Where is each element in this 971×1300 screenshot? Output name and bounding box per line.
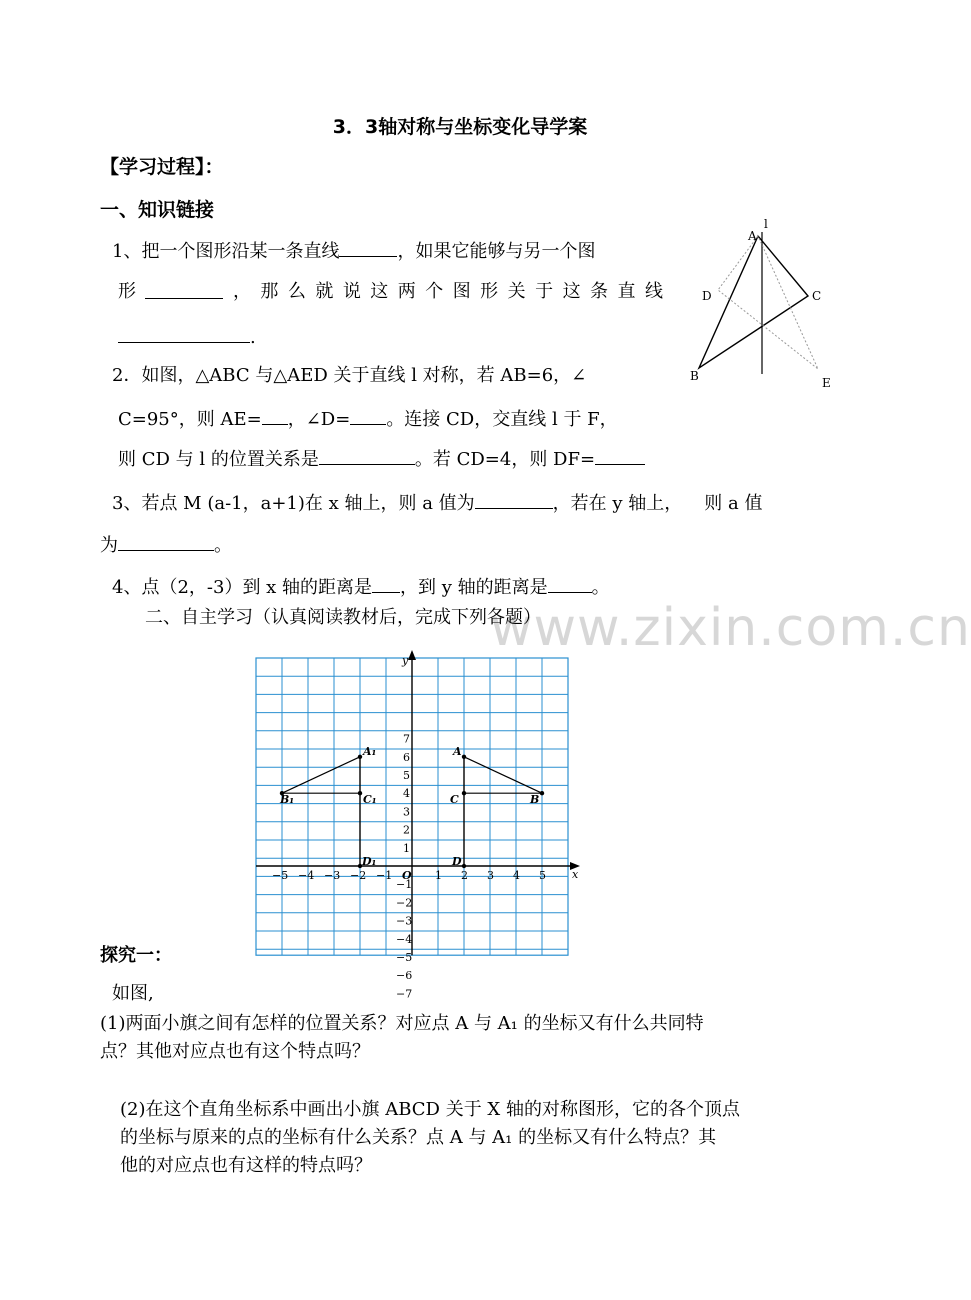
q1-line2-char: 就: [315, 281, 334, 302]
flag-right-point-b: [540, 791, 544, 795]
q1-text-b: ，如果它能够与另一个图: [397, 241, 596, 262]
q1-line2-char: 么: [287, 281, 306, 302]
q4-line: [112, 574, 610, 600]
flag-right-label-a: A: [453, 744, 462, 758]
flag-left-label-c: C₁: [363, 793, 377, 807]
y-tick-label: 6: [403, 750, 410, 764]
y-tick-label: −3: [396, 914, 413, 928]
origin-label: O: [402, 869, 412, 882]
section-self-study: 二、自主学习（认真阅读教材后，完成下列各题）: [145, 607, 541, 628]
x-tick-label: 1: [435, 869, 442, 882]
y-tick-label: −5: [396, 951, 413, 964]
q1-blank-3[interactable]: [118, 324, 250, 343]
q2-text-b: ，∠D=: [287, 409, 351, 430]
y-tick-label: −6: [396, 969, 413, 983]
q3-line2: [100, 532, 232, 558]
q1-blank-1[interactable]: [339, 238, 397, 257]
q2-text-a: C=95°，则 AE=: [118, 409, 262, 430]
q3-blank-2[interactable]: [118, 532, 214, 551]
q2-line3: [118, 446, 645, 472]
q4-blank-y[interactable]: [548, 574, 592, 593]
explore-p2-line3: 他的对应点也有这样的特点吗？: [120, 1155, 372, 1176]
label-d: D: [702, 289, 712, 303]
y-tick-label: 3: [403, 805, 410, 819]
watermark: www.zixin.com.cn: [490, 598, 971, 658]
q4-text-a: 4、点（2，-3）到 x 轴的距离是: [112, 577, 373, 598]
x-tick-label: −1: [376, 869, 393, 882]
y-axis-arrow: [408, 650, 416, 660]
q3-text-e: 。: [214, 535, 232, 556]
q1-line2-char: 于: [535, 281, 554, 302]
q2-blank-relation[interactable]: [319, 446, 415, 465]
y-tick-label: 1: [403, 841, 410, 855]
q3-blank-1[interactable]: [475, 490, 553, 509]
flag-right-label-b: B: [530, 793, 540, 807]
q1-text-a: 1、把一个图形沿某一条直线: [112, 241, 340, 262]
q2-text-d: 则 CD 与 l 的位置关系是: [118, 449, 319, 470]
y-tick-label: 5: [403, 769, 410, 782]
flag-right-flag-edge-ab: [464, 757, 542, 793]
q1-blank-2[interactable]: [145, 280, 223, 299]
y-axis-label: y: [402, 654, 409, 667]
q1-line2-char: 形: [480, 281, 499, 302]
flag-left-flag-edge-ab: [282, 757, 360, 793]
y-tick-label: 2: [403, 823, 410, 837]
q1-line2-char: 图: [452, 281, 471, 302]
x-tick-label: 2: [461, 869, 468, 882]
x-axis-label: x: [572, 868, 579, 881]
y-tick-label: −4: [396, 932, 413, 946]
y-tick-label: 7: [403, 732, 410, 746]
x-tick-label: −3: [324, 869, 341, 882]
x-tick-label: −2: [350, 869, 367, 882]
q3-text-d: 为: [100, 535, 118, 556]
q2-text-c: 。连接 CD，交直线 l 于 F，: [386, 409, 618, 430]
q2-blank-df[interactable]: [595, 446, 645, 465]
x-tick-label: 4: [513, 869, 520, 882]
q4-blank-x[interactable]: [372, 574, 400, 593]
explore-p1-line2: 点？其他对应点也有这个特点吗？: [100, 1041, 370, 1062]
section-learning-process: 【学习过程】：: [100, 156, 224, 178]
q1-line1: [112, 238, 595, 264]
q3-text-a: 3、若点 M (a-1，a+1)在 x 轴上，则 a 值为: [112, 493, 475, 514]
flag-right-label-c: C: [450, 793, 459, 807]
q3-text-c: 则 a 值: [704, 493, 763, 514]
q1-line2-char: 那: [260, 281, 279, 302]
flag-right-point-c: [462, 791, 466, 795]
y-tick-label: −1: [396, 878, 413, 892]
x-tick-label: −4: [298, 869, 315, 882]
x-tick-label: −5: [272, 869, 289, 882]
q1-line2-char: 直: [617, 281, 636, 302]
explore-heading: 探究一：: [100, 945, 172, 966]
q1-line2-char: 这: [562, 281, 581, 302]
page-title: 3．3轴对称与坐标变化导学案: [332, 116, 588, 138]
q1-line2: [118, 280, 663, 304]
flag-right-label-d: D: [452, 855, 462, 868]
x-tick-label: 3: [487, 869, 494, 882]
q3-line1: [112, 490, 762, 516]
coordinate-grid-figure: [248, 648, 579, 1001]
q2-line2: [118, 406, 618, 432]
label-b: B: [690, 369, 699, 383]
q1-line2-char: 说: [342, 281, 361, 302]
triangle-aed: [718, 236, 818, 369]
y-tick-label: −7: [396, 987, 413, 1001]
explore-p2-line2: 的坐标与原来的点的坐标有什么关系？点 A 与 A₁ 的坐标又有什么特点？其: [120, 1127, 717, 1148]
flag-left-point-a: [358, 755, 362, 759]
q2-blank-d[interactable]: [350, 406, 386, 425]
flag-left-label-d: D₁: [362, 855, 377, 868]
q1-line2-char: ，: [232, 281, 251, 302]
label-e: E: [822, 376, 831, 390]
q4-text-b: ，到 y 轴的距离是: [400, 577, 548, 598]
q3-text-b: ，若在 y 轴上，: [552, 493, 683, 514]
q1-line2-char: 这: [370, 281, 389, 302]
flag-right-point-d: [462, 864, 466, 868]
q1-line2-char: 关: [507, 281, 526, 302]
x-tick-label: 5: [539, 869, 546, 882]
label-a: A: [748, 229, 757, 243]
q1-line3-end: .: [250, 327, 256, 348]
explore-p1-line1: (1)两面小旗之间有怎样的位置关系？对应点 A 与 A₁ 的坐标又有什么共同特: [100, 1013, 704, 1034]
section-knowledge-link: 一、知识链接: [100, 199, 215, 221]
q2-line1: 2．如图，△ABC 与△AED 关于直线 l 对称，若 AB=6，∠: [112, 365, 587, 386]
y-tick-label: 4: [403, 787, 410, 801]
flag-right-point-a: [462, 755, 466, 759]
q4-text-c: 。: [591, 577, 610, 598]
label-c: C: [812, 289, 822, 303]
triangle-figure: [688, 212, 838, 392]
y-tick-label: −2: [396, 896, 413, 910]
q1-line2-char: 条: [590, 281, 609, 302]
q1-line2-char: 个: [425, 281, 444, 302]
q2-blank-ae[interactable]: [262, 406, 288, 425]
q2-text-e: 。若 CD=4，则 DF=: [414, 449, 596, 470]
explore-intro: 如图,: [112, 983, 154, 1004]
flag-left-label-a: A₁: [363, 744, 377, 758]
label-l: l: [764, 217, 768, 231]
flag-left-point-c: [358, 791, 362, 795]
q1-line2-char: 两: [397, 281, 416, 302]
q1-line2-char: 形: [118, 281, 136, 302]
explore-p2-line1: (2)在这个直角坐标系中画出小旗 ABCD 关于 X 轴的对称图形，它的各个顶点: [120, 1099, 740, 1120]
flag-left-label-b: B₁: [280, 793, 295, 807]
q1-line2-char: 线: [644, 281, 663, 302]
q1-line3: [118, 324, 256, 350]
